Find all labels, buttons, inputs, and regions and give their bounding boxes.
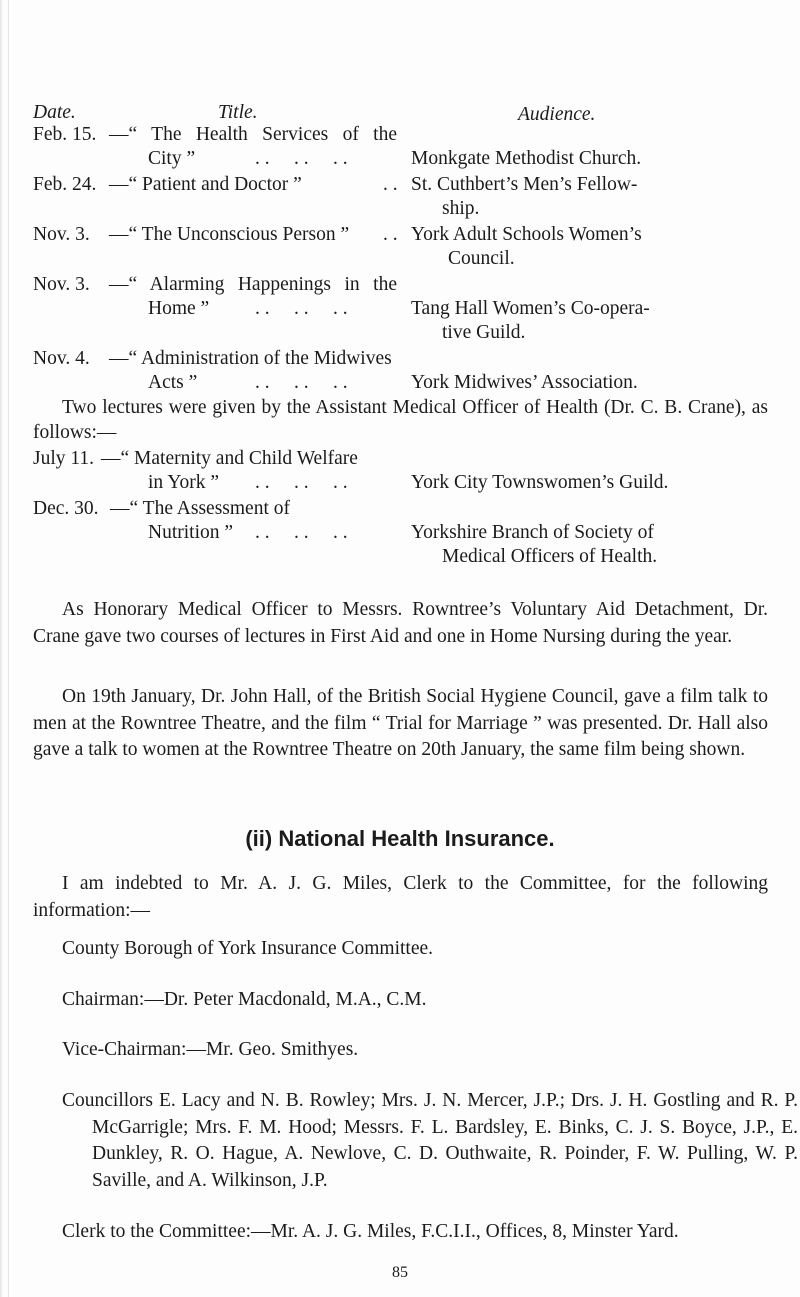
lecture-audience-cont: Council. bbox=[448, 248, 515, 269]
leader-dots: . . . . . . bbox=[255, 372, 348, 393]
lecture-audience: York City Townswomen’s Guild. bbox=[411, 472, 669, 493]
lecture-audience-cont: Medical Officers of Health. bbox=[442, 546, 658, 567]
lecture-title-cont: in York ” bbox=[148, 472, 219, 493]
chairman-line: Chairman:—Dr. Peter Macdonald, M.A., C.M. bbox=[62, 989, 427, 1010]
section-heading: (ii) National Health Insurance. bbox=[245, 826, 555, 851]
lecture-date: July 11. bbox=[33, 448, 95, 469]
leader-dots: . . . . . . bbox=[255, 298, 348, 319]
lecture-title-cont: City ” bbox=[148, 148, 196, 169]
crane-intro: Two lectures were given by the Assistant Medical Officer of Health (Dr. C. B. Crane), as follows:— bbox=[33, 397, 768, 443]
honorary-paragraph: As Honorary Medical Officer to Messrs. Rowntree’s Voluntary Aid Detachment, Dr. Crane gave two courses of lectures in First Aid and one in Home Nursing during the year. bbox=[33, 599, 768, 647]
leader-dots: . . bbox=[383, 174, 398, 195]
committee-name: County Borough of York Insurance Committee. bbox=[62, 938, 434, 959]
leader-dots: . . . . . . bbox=[255, 148, 348, 169]
column-header-date: Date. bbox=[33, 102, 76, 123]
lecture-title: —“ The Health Services of the bbox=[109, 124, 397, 145]
leader-dots: . . . . . . bbox=[255, 522, 348, 543]
column-header-audience: Audience. bbox=[518, 104, 596, 125]
lecture-title-cont: Home ” bbox=[148, 298, 210, 319]
lecture-title: —“ The Assessment of bbox=[110, 498, 290, 519]
lecture-title-cont: Nutrition ” bbox=[148, 522, 234, 543]
lecture-audience-cont: tive Guild. bbox=[442, 322, 526, 343]
lecture-date: Nov. 3. bbox=[33, 274, 90, 295]
section-intro: I am indebted to Mr. A. J. G. Miles, Clerk to the Committee, for the following information:— bbox=[33, 873, 768, 921]
lecture-title-cont: Acts ” bbox=[148, 372, 198, 393]
lecture-date: Nov. 4. bbox=[33, 348, 90, 369]
page-edge bbox=[0, 0, 3, 1297]
clerk-line: Clerk to the Committee:—Mr. A. J. G. Miles, F.C.I.I., Offices, 8, Minster Yard. bbox=[62, 1221, 679, 1242]
lecture-title: —“ Alarming Happenings in the bbox=[109, 274, 397, 295]
page-number: 85 bbox=[392, 1264, 408, 1281]
lecture-date: Feb. 15. bbox=[33, 124, 97, 145]
councillors-list: Councillors E. Lacy and N. B. Rowley; Mrs. J. N. Mercer, J.P.; Drs. J. H. Gostling and R. P. McGarrigle; Mrs. F. M. Hood; Messrs. F. L. Bardsley, E. Binks, C. J. S. Boyce, J.P., E. Dunkley, R. O. Hague, A. Newlove, C. D. Outhwaite, R. Poinder, F. W. Pulling, W. P. Saville, and A. Wilkinson, J.P. bbox=[62, 1090, 798, 1191]
lecture-title: —“ Administration of the Midwives bbox=[109, 348, 392, 369]
lecture-title: —“ The Unconscious Person ” bbox=[109, 224, 350, 245]
lecture-audience: Yorkshire Branch of Society of bbox=[411, 522, 654, 543]
leader-dots: . . . . . . bbox=[255, 472, 348, 493]
lecture-audience: York Midwives’ Association. bbox=[411, 372, 638, 393]
column-header-title: Title. bbox=[218, 102, 258, 123]
lecture-title: —“ Patient and Doctor ” bbox=[109, 174, 302, 195]
lecture-audience-cont: ship. bbox=[442, 198, 480, 219]
lecture-audience: St. Cuthbert’s Men’s Fellow- bbox=[411, 174, 638, 195]
lecture-audience: Monkgate Methodist Church. bbox=[411, 148, 642, 169]
hall-paragraph: On 19th January, Dr. John Hall, of the British Social Hygiene Council, gave a film talk to men at the Rowntree Theatre, and the film “ Trial for Marriage ” was presented. Dr. Hall also gave a talk to women at the Rowntree Theatre on 20th January, the same film being shown. bbox=[33, 686, 768, 760]
lecture-audience: Tang Hall Women’s Co-opera- bbox=[411, 298, 650, 319]
lecture-title: —“ Maternity and Child Welfare bbox=[101, 448, 358, 469]
binding-line bbox=[8, 0, 9, 1297]
lecture-date: Dec. 30. bbox=[33, 498, 99, 519]
vice-chairman-line: Vice-Chairman:—Mr. Geo. Smithyes. bbox=[62, 1039, 359, 1060]
lecture-date: Feb. 24. bbox=[33, 174, 97, 195]
lecture-audience: York Adult Schools Women’s bbox=[411, 224, 642, 245]
leader-dots: . . bbox=[383, 224, 398, 245]
lecture-date: Nov. 3. bbox=[33, 224, 90, 245]
